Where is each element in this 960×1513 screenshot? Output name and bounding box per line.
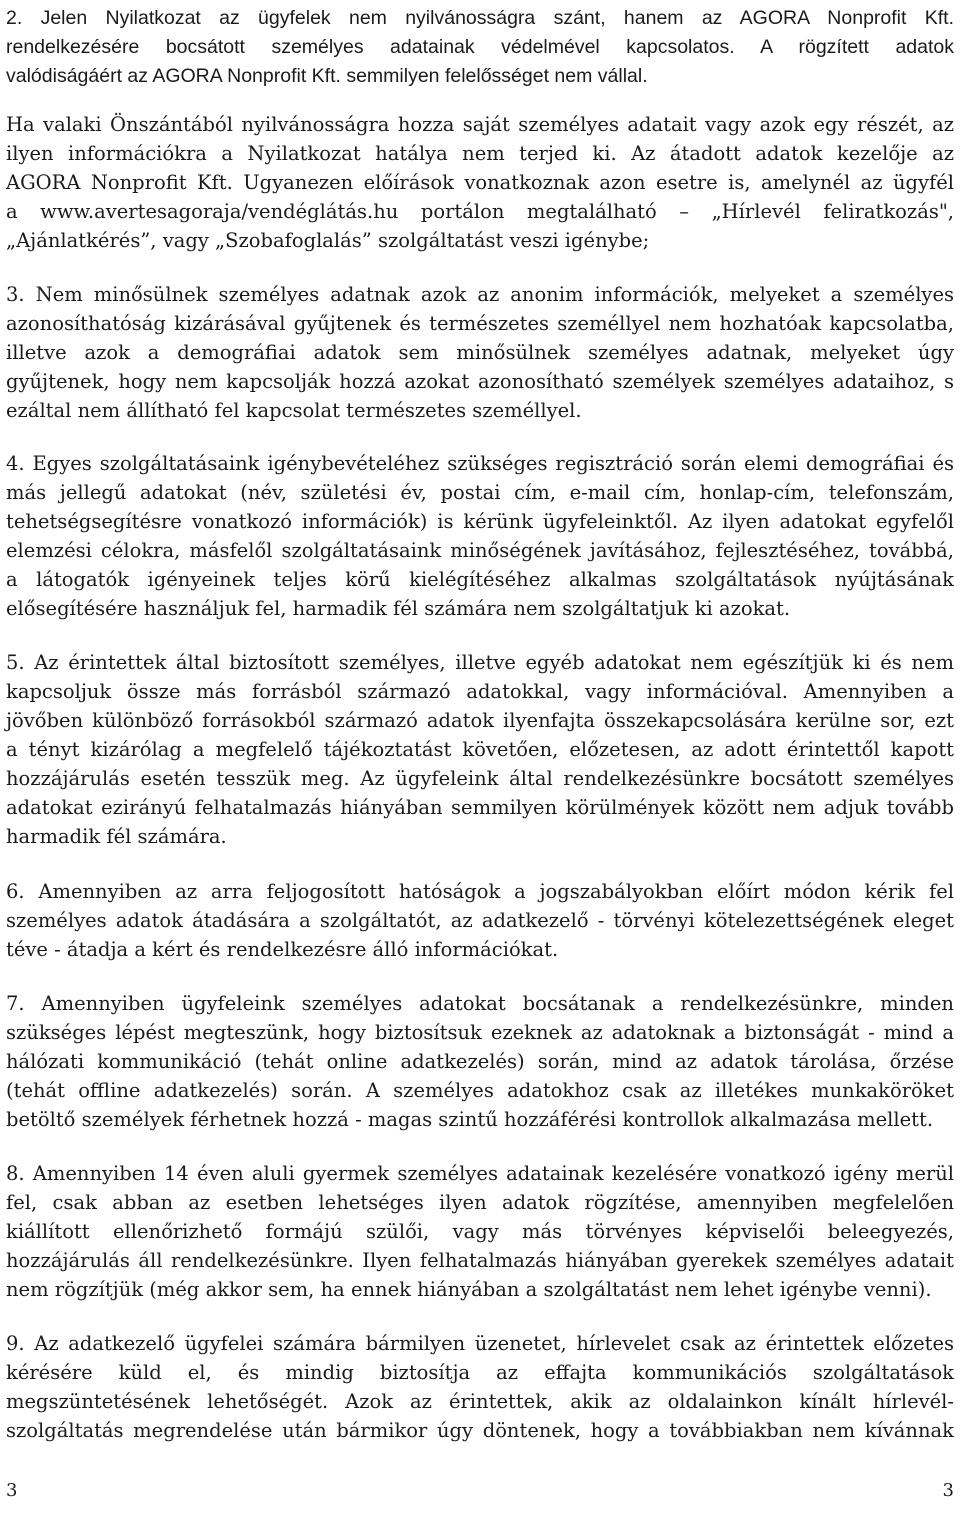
paragraph-line: nem rögzítjük (még akkor sem, ha ennek hiányában a szolgáltatást nem lehet igénybe venni). bbox=[6, 1278, 932, 1301]
footer-page-number-right: 3 bbox=[942, 1480, 954, 1501]
paragraph-line: hálózati kommunikáció (tehát online adatkezelés) során, mind az adatok tárolása, őrzése bbox=[6, 1050, 954, 1073]
paragraph-line: elemzési célokra, másfelől szolgáltatásaink minőségének javításához, fejlesztéséhez, továbbá, bbox=[6, 539, 954, 562]
paragraph-line: 9. Az adatkezelő ügyfelei számára bármilyen üzenetet, hírlevelet csak az érintettek előzetes bbox=[6, 1332, 954, 1355]
paragraph-line: szükséges lépést megteszünk, hogy biztosítsuk ezeknek az adatoknak a biztonságát - mind a bbox=[6, 1021, 954, 1044]
paragraph-3 bbox=[6, 280, 954, 425]
paragraph-line: a www.avertesagoraja/vendéglátás.hu portálon megtalálható – „Hírlevél feliratkozás", bbox=[6, 200, 954, 223]
paragraph-line: téve - átadja a kért és rendelkezésre álló információkat. bbox=[6, 938, 559, 961]
paragraph-line: személyes adatok átadására a szolgáltatót, az adatkezelő - törvényi kötelezettségének eleget bbox=[6, 909, 954, 932]
paragraph-line: ilyen információkra a Nyilatkozat hatálya nem terjed ki. Az átadott adatok kezelője az bbox=[6, 142, 954, 165]
paragraph-line: harmadik fél számára. bbox=[6, 825, 227, 848]
paragraph-line: fel, csak abban az esetben lehetséges ilyen adatok rögzítése, amennyiben megfelelően bbox=[6, 1191, 954, 1214]
paragraph-line: Ha valaki Önszántából nyilvánosságra hozza saját személyes adatait vagy azok egy részét, az bbox=[6, 113, 954, 136]
paragraph-line: a tényt kizárólag a megfelelő tájékoztatást követően, előzetesen, az adott érintettől kapott bbox=[6, 738, 954, 761]
paragraph-9 bbox=[6, 1329, 954, 1445]
paragraph-line: kérésére küld el, és mindig biztosítja az effajta kommunikációs szolgáltatások bbox=[6, 1361, 954, 1384]
paragraph-line: „Ajánlatkérés”, vagy „Szobafoglalás” szolgáltatást veszi igénybe; bbox=[6, 229, 650, 252]
paragraph-line: 6. Amennyiben az arra feljogosított hatóságok a jogszabályokban előírt módon kérik fel bbox=[6, 880, 954, 903]
paragraph-line: valódiságáért az AGORA Nonprofit Kft. semmilyen felelősséget nem vállal. bbox=[6, 65, 648, 87]
paragraph-line: szolgáltatás megrendelése után bármikor úgy döntenek, hogy a továbbiakban nem kívánnak bbox=[6, 1419, 954, 1442]
paragraph-line: más jellegű adatokat (név, születési év, postai cím, e-mail cím, honlap-cím, telefonszám, bbox=[6, 481, 954, 504]
paragraph-line: illetve azok a demográfiai adatok sem minősülnek személyes adatnak, melyeket úgy bbox=[6, 341, 954, 364]
paragraph-line: megszüntetésének lehetőségét. Azok az érintettek, akik az oldalainkon kínált hírlevél- bbox=[6, 1390, 954, 1413]
paragraph-line: hozzájárulás áll rendelkezésünkre. Ilyen felhatalmazás hiányában gyerekek személyes adatait bbox=[6, 1249, 954, 1272]
paragraph-line: 5. Az érintettek által biztosított személyes, illetve egyéb adatokat nem egészítjük ki és nem bbox=[6, 651, 954, 674]
paragraph-line: 7. Amennyiben ügyfeleink személyes adatokat bocsátanak a rendelkezésünkre, minden bbox=[6, 992, 954, 1015]
paragraph-line: kapcsoljuk össze más forrásból származó adatokkal, vagy információval. Amennyiben a bbox=[6, 680, 954, 703]
paragraph-line: 8. Amennyiben 14 éven aluli gyermek személyes adatainak kezelésére vonatkozó igény merül bbox=[6, 1162, 954, 1185]
paragraph-7 bbox=[6, 989, 954, 1134]
paragraph-line: gyűjtenek, hogy nem kapcsolják hozzá azokat azonosítható személyek személyes adataihoz, s bbox=[6, 370, 954, 393]
paragraph-5 bbox=[6, 648, 954, 851]
paragraph-line: a látogatók igényeinek teljes körű kielégítéséhez alkalmas szolgáltatások nyújtásának bbox=[6, 568, 954, 591]
paragraph-line: azonosíthatóság kizárásával gyűjtenek és természetes személlyel nem hozhatóak kapcsolatba, bbox=[6, 312, 954, 335]
paragraph-line: 2. Jelen Nyilatkozat az ügyfelek nem nyilvánosságra szánt, hanem az AGORA Nonprofit Kft. bbox=[6, 7, 954, 29]
paragraph-6 bbox=[6, 877, 954, 964]
paragraph-4 bbox=[6, 449, 954, 623]
paragraph-line: 4. Egyes szolgáltatásaink igénybevételéhez szükséges regisztráció során elemi demográfiai és bbox=[6, 452, 954, 475]
paragraph-8 bbox=[6, 1159, 954, 1304]
footer-page-number-left: 3 bbox=[6, 1480, 18, 1501]
paragraph-line: hozzájárulás esetén tesszük meg. Az ügyfeleink által rendelkezésünkre bocsátott személyes bbox=[6, 767, 954, 790]
paragraph-line: 3. Nem minősülnek személyes adatnak azok az anonim információk, melyeket a személyes bbox=[6, 283, 954, 306]
paragraph-2 bbox=[6, 4, 954, 91]
paragraph-line: rendelkezésére bocsátott személyes adatainak védelmével kapcsolatos. A rögzített adatok bbox=[6, 36, 954, 58]
paragraph-2-continued bbox=[6, 110, 954, 255]
paragraph-line: AGORA Nonprofit Kft. Ugyanezen előírások vonatkoznak azon esetre is, amelynél az ügyfél bbox=[6, 171, 954, 194]
paragraph-line: tehetségsegítésre vonatkozó információk) is kérünk ügyfeleinktől. Az ilyen adatokat egyfelől bbox=[6, 510, 954, 533]
paragraph-line: (tehát offline adatkezelés) során. A személyes adatokhoz csak az illetékes munkaköröket bbox=[6, 1079, 954, 1102]
paragraph-line: ezáltal nem állítható fel kapcsolat természetes személlyel. bbox=[6, 399, 582, 422]
paragraph-line: jövőben különböző forrásokból származó adatok ilyenfajta összekapcsolására kerülne sor, ezt bbox=[6, 709, 954, 732]
paragraph-line: adatokat ezirányú felhatalmazás hiányában semmilyen körülmények között nem adjuk tovább bbox=[6, 796, 954, 819]
paragraph-line: betöltő személyek férhetnek hozzá - magas szintű hozzáférési kontrollok alkalmazása mellett. bbox=[6, 1108, 934, 1131]
paragraph-line: elősegítésére használjuk fel, harmadik fél számára nem szolgáltatjuk ki azokat. bbox=[6, 597, 791, 620]
paragraph-line: kiállított ellenőrizhető formájú szülői, vagy más törvényes képviselői beleegyezés, bbox=[6, 1220, 954, 1243]
